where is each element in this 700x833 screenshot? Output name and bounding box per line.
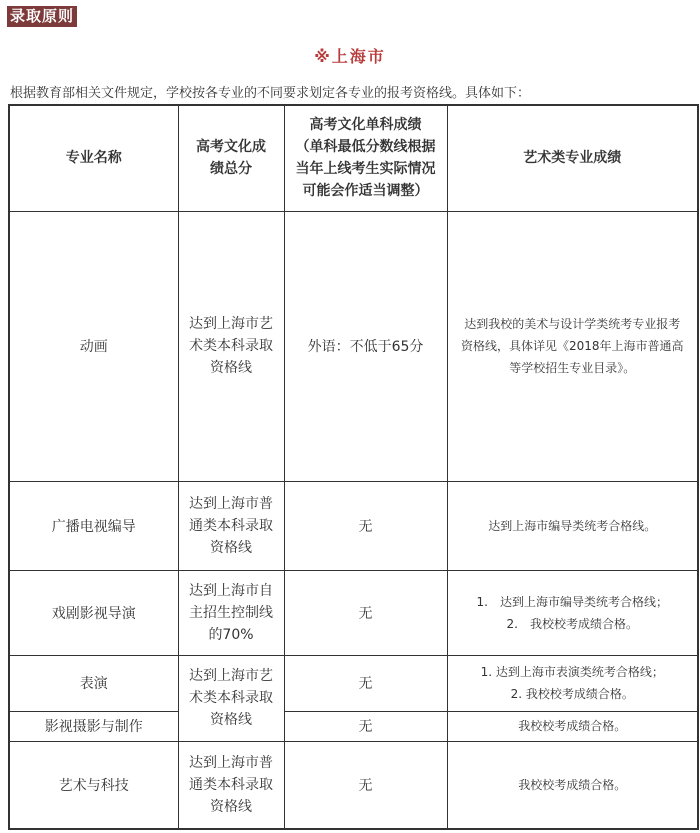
art-line: 资格线，具体详见《2018年上海市普通高 [460,339,684,353]
total-line: 主招生控制线 [189,604,273,621]
cell-single-subject: 外语：不低于65分 [284,211,447,481]
art-line: 我校校考成绩合格。 [518,777,627,792]
total-line: 资格线 [210,712,252,728]
total-line: 达到上海市艺 [189,316,273,332]
cell-major: 戏剧影视导演 [9,570,178,655]
total-line: 达到上海市普 [189,495,273,512]
table-row [9,711,698,741]
cell-single-subject: 无 [284,481,447,570]
total-line: 资格线 [210,539,252,556]
total-line: 达到上海市普 [189,754,273,771]
cell-total-score [178,211,284,481]
cell-art-score [447,211,698,481]
art-line: 等学校招生专业目录》。 [509,361,636,375]
total-line: 资格线 [210,798,252,815]
cell-art-score [447,711,698,741]
total-line: 资格线 [210,360,252,376]
intro-text: 根据教育部相关文件规定，学校按各专业的不同要求划定各专业的报考资格线。具体如下： [10,86,531,101]
art-line: 2. 我校校考成绩合格。 [506,616,638,631]
total-line: 通类本科录取 [189,517,273,534]
header-art-score: 艺术类专业成绩 [447,105,698,211]
total-line: 达到上海市艺 [189,668,273,684]
header-single-line: 可能会作适当调整） [302,183,429,200]
total-line: 术类本科录取 [189,338,273,354]
art-line: 2. 我校校考成绩合格。 [510,687,634,701]
total-line: 的70% [208,626,254,643]
art-line: 1. 达到上海市编导类统考合格线； [476,594,668,609]
table-row [9,481,698,570]
cell-major: 动画 [9,211,178,481]
cell-major: 表演 [9,655,178,711]
admission-rules-table [8,104,699,830]
table-header-row [9,105,698,211]
table-row [9,570,698,655]
cell-single-subject: 无 [284,711,447,741]
cell-art-score [447,481,698,570]
cell-single-subject: 无 [284,570,447,655]
cell-major: 广播电视编导 [9,481,178,570]
cell-total-score [178,741,284,829]
cell-major: 影视摄影与制作 [9,711,178,741]
header-single-subject [284,105,447,211]
total-line: 术类本科录取 [189,690,273,706]
art-line: 我校校考成绩合格。 [518,719,627,733]
table-row [9,741,698,829]
total-line: 通类本科录取 [189,776,273,793]
cell-single-subject: 无 [284,741,447,829]
table-row [9,211,698,481]
cell-total-score [178,570,284,655]
art-line: 达到我校的美术与设计学类统考专业报考 [464,317,681,331]
header-total-line: 高考文化成 [196,139,266,156]
header-major: 专业名称 [9,105,178,211]
header-single-line: 高考文化单科成绩 [309,117,422,134]
cell-total-score [178,481,284,570]
cell-art-score [447,655,698,711]
header-total-line: 绩总分 [210,161,252,178]
total-line: 达到上海市自 [189,582,273,599]
art-line: 1. 达到上海市表演类统考合格线； [480,665,664,679]
header-single-line: 当年上线考生实际情况 [295,161,436,178]
cell-art-score [447,570,698,655]
cell-major: 艺术与科技 [9,741,178,829]
section-tag: 录取原则 [7,6,77,27]
cell-single-subject: 无 [284,655,447,711]
table-row [9,655,698,711]
region-title: ※上海市 [314,47,386,66]
cell-total-score [178,655,284,741]
art-line: 达到上海市编导类统考合格线。 [488,518,657,533]
header-total-score [178,105,284,211]
cell-art-score [447,741,698,829]
header-single-line: （单科最低分数线根据 [295,139,436,156]
